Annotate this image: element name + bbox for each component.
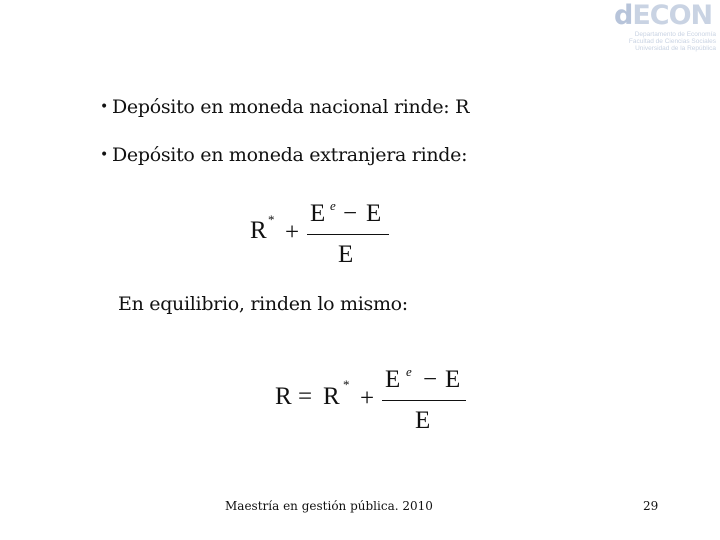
logo-line-department: Departamento de Economía	[634, 31, 716, 38]
bullet-text: Depósito en moneda extranjera rinde:	[111, 144, 468, 166]
formula2-denominator: E	[415, 407, 431, 434]
formula2-num-E: E	[385, 366, 401, 393]
equilibrium-text: En equilibrio, rinden lo mismo:	[118, 293, 408, 315]
bullet-dot-icon: •	[100, 99, 108, 115]
formula2-R: R	[323, 383, 340, 410]
logo-d: d	[614, 0, 633, 31]
formula2-plus: +	[360, 385, 375, 412]
bullet-text: Depósito en moneda nacional rinde: R	[111, 96, 470, 118]
logo-econ: ECON	[632, 0, 713, 31]
formula1-plus: +	[285, 219, 300, 246]
bullet-domestic-deposit	[100, 96, 469, 118]
bullet-foreign-deposit	[100, 144, 467, 166]
formula1-num-e: e	[330, 198, 336, 213]
formula2-minus: −	[423, 366, 438, 393]
page-number: 29	[643, 499, 659, 513]
logo-line-faculty: Facultad de Ciencias Sociales	[628, 38, 716, 45]
formula1-R: R	[250, 217, 267, 244]
formula2-num-E2: E	[445, 366, 461, 393]
formula1-star: *	[268, 212, 275, 227]
footer-text: Maestría en gestión pública. 2010	[225, 499, 433, 513]
formula2-star: *	[343, 377, 350, 392]
formula1-denominator: E	[338, 241, 354, 268]
decon-logo	[614, 2, 720, 54]
formula2-fraction-bar	[382, 400, 466, 401]
formula1-num-E2: E	[366, 200, 382, 227]
bullet-dot-icon: •	[100, 147, 108, 163]
formula1-num-E: E	[310, 200, 326, 227]
logo-wordmark	[614, 2, 712, 30]
formula1-fraction-bar	[307, 234, 389, 235]
formula2-R-left: R	[275, 383, 292, 410]
formula2-num-e: e	[406, 364, 412, 379]
formula1-minus: −	[343, 200, 358, 227]
logo-line-university: Universidad de la República	[635, 45, 716, 52]
formula2-equals: =	[298, 383, 313, 410]
